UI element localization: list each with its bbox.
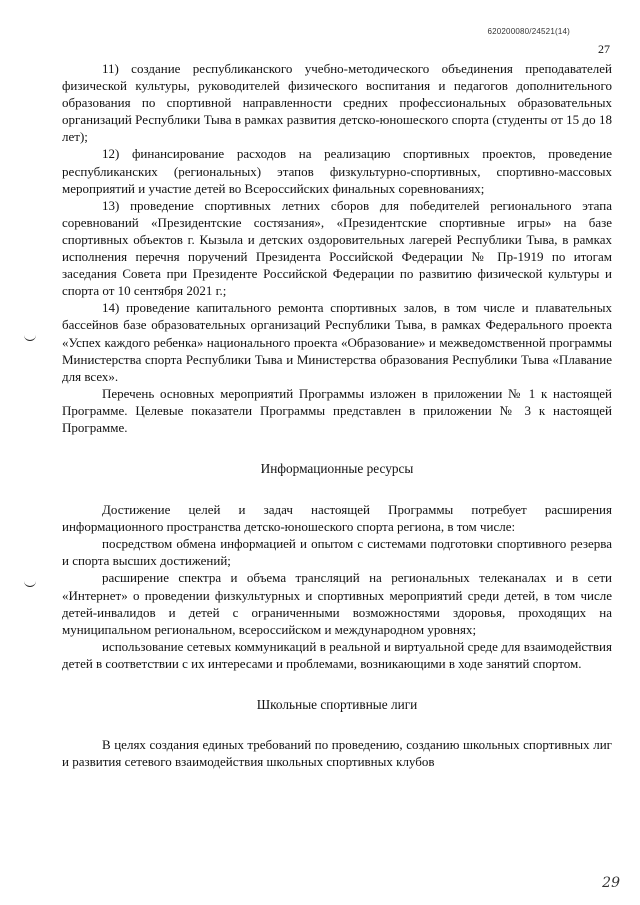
document-code: 620200080/24521(14) bbox=[487, 27, 570, 36]
paragraph-info-exchange: посредством обмена информацией и опытом с системами подготовки спортивного резерва и спорта высших достижений; bbox=[62, 536, 612, 569]
paragraph-measures-reference: Перечень основных мероприятий Программы изложен в приложении № 1 к настоящей Программе. Целевые показатели Программы представлен в приложении № 3 к настоящей Программе. bbox=[62, 385, 612, 435]
list-item-14: 14) проведение капитального ремонта спортивных залов, в том числе и плавательных бассейнов базе образовательных организаций Республики Тыва, в рамках Федерального проекта «Успех каждого ребенка» национального проекта «Образование» и межведомственной программы Министерства спорта Республики Тыва и Министерства образования Республики Тыва «Плавание для всех». bbox=[62, 300, 612, 384]
paragraph-school-leagues: В целях создания единых требований по проведению, созданию школьных спортивных лиг и развития сетевого взаимодействия школьных спортивных клубов bbox=[62, 737, 612, 770]
heading-information-resources: Информационные ресурсы bbox=[260, 461, 414, 477]
margin-mark bbox=[24, 580, 36, 587]
handwritten-page-number: 29 bbox=[602, 875, 620, 891]
document-body bbox=[62, 60, 612, 770]
list-item-12: 12) финансирование расходов на реализацию спортивных проектов, проведение республиканских (региональных) этапов физкультурно-спортивных, спортивно-массовых мероприятий и участие детей во Всероссийских финальных соревнованиях; bbox=[62, 146, 612, 196]
margin-mark bbox=[24, 334, 36, 341]
paragraph-info-intro: Достижение целей и задач настоящей Программы потребует расширения информационного пространства детско-юношеского спорта региона, в том числе: bbox=[62, 502, 612, 535]
paragraph-info-broadcasts: расширение спектра и объема трансляций на региональных телеканалах и в сети «Интернет» о проведении физкультурных и спортивных мероприятий среди детей, в том числе детей-инвалидов и детей с ограниченными возможностями здоровья, проходящих на муниципальном региональном, всероссийском и международном уровнях; bbox=[62, 570, 612, 637]
paragraph-info-networks: использование сетевых коммуникаций в реальной и виртуальной среде для взаимодействия детей в соответствии с их интересами и проблемами, возникающими в ходе занятий спортом. bbox=[62, 638, 612, 671]
list-item-11: 11) создание республиканского учебно-методического объединения преподавателей физической культуры, руководителей физического воспитания и педагогов дополнительного образования по спортивной направленности средних профессиональных образовательных организаций Республики Тыва в рамках развития детско-юношеского спорта (студенты от 15 до 18 лет); bbox=[62, 61, 612, 145]
list-item-13: 13) проведение спортивных летних сборов для победителей регионального этапа соревнований «Президентские состязания», «Президентские спортивные игры» на базе спортивных объектов г. Кызыла и детских оздоровительных лагерей Республики Тыва, в рамках исполнения перечня поручений Президента Российской Федерации № Пр-1919 по итогам заседания Совета при Президенте Российской Федерации по развитию физической культуры и спорта от 10 сентября 2021 г.; bbox=[62, 197, 612, 299]
page-number: 27 bbox=[598, 42, 610, 56]
heading-school-sport-leagues: Школьные спортивные лиги bbox=[256, 697, 418, 712]
